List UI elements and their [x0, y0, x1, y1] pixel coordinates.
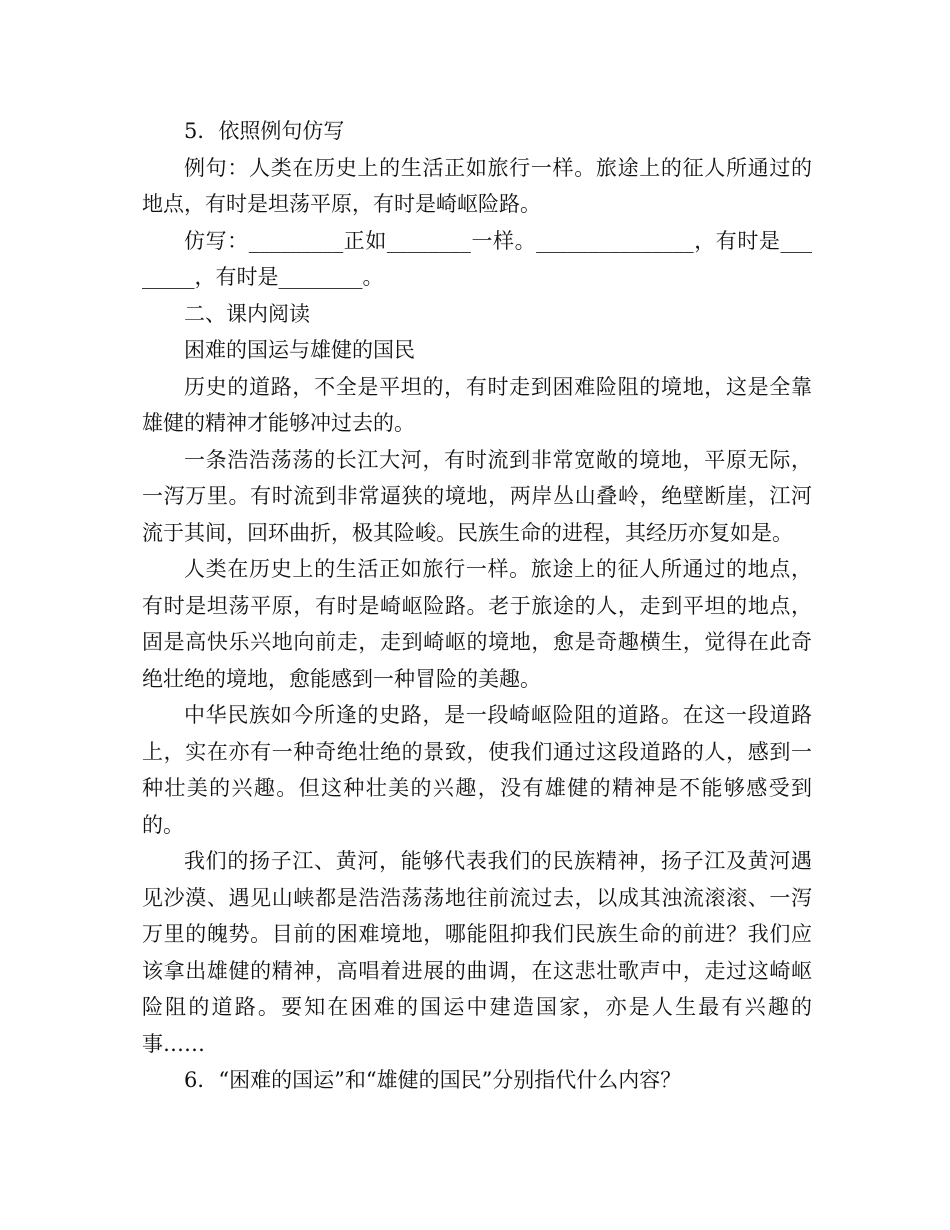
document-body [142, 113, 812, 1099]
article-paragraph-2: 一条浩浩荡荡的长江大河，有时流到非常宽敞的境地，平原无际，一泻万里。有时流到非常逼狭的境地，两岸丛山叠岭，绝壁断崖，江河流于其间，回环曲折，极其险峻。民族生命的进程，其经历亦复如是。 [142, 447, 812, 545]
section-2-heading: 二、课内阅读 [184, 301, 310, 326]
article-paragraph-4: 中华民族如今所逢的史路，是一段崎岖险阻的道路。在这一段道路上，实在亦有一种奇绝壮绝的景致，使我们通过这段道路的人，感到一种壮美的兴趣。但这种壮美的兴趣，没有雄健的精神是不能够感受到的。 [142, 703, 812, 837]
article-paragraph-5: 我们的扬子江、黄河，能够代表我们的民族精神，扬子江及黄河遇见沙漠、遇见山峡都是浩浩荡荡地往前流过去，以成其浊流滚滚、一泻万里的魄势。目前的困难境地，哪能阻抑我们民族生命的前进？我们应该拿出雄健的精神，高唱着进展的曲调，在这悲壮歌声中，走过这崎岖险阻的道路。要知在困难的国运中建造国家，亦是人生最有兴趣的事…… [142, 849, 812, 1056]
question-5-example: 例句：人类在历史上的生活正如旅行一样。旅途上的征人所通过的地点，有时是坦荡平原，有时是崎岖险路。 [142, 155, 812, 216]
article-paragraph-1: 历史的道路，不全是平坦的，有时走到困难险阻的境地，这是全靠雄健的精神才能够冲过去的。 [142, 374, 812, 435]
article-title: 困难的国运与雄健的国民 [184, 338, 415, 362]
article-paragraph-3: 人类在历史上的生活正如旅行一样。旅途上的征人所通过的地点，有时是坦荡平原，有时是崎岖险路。老于旅途的人，走到平坦的地点，固是高快乐兴地向前走，走到崎岖的境地，愈是奇趣横生，觉得在此奇绝壮绝的境地，愈能感到一种冒险的美趣。 [142, 557, 812, 691]
question-5-title: 5．依照例句仿写 [184, 119, 345, 143]
question-5-imitation: 仿写：_________正如________一样。_______________，有时是________，有时是________。 [142, 228, 812, 289]
question-6: 6．“困难的国运”和“雄健的国民”分别指代什么内容？ [184, 1068, 682, 1092]
